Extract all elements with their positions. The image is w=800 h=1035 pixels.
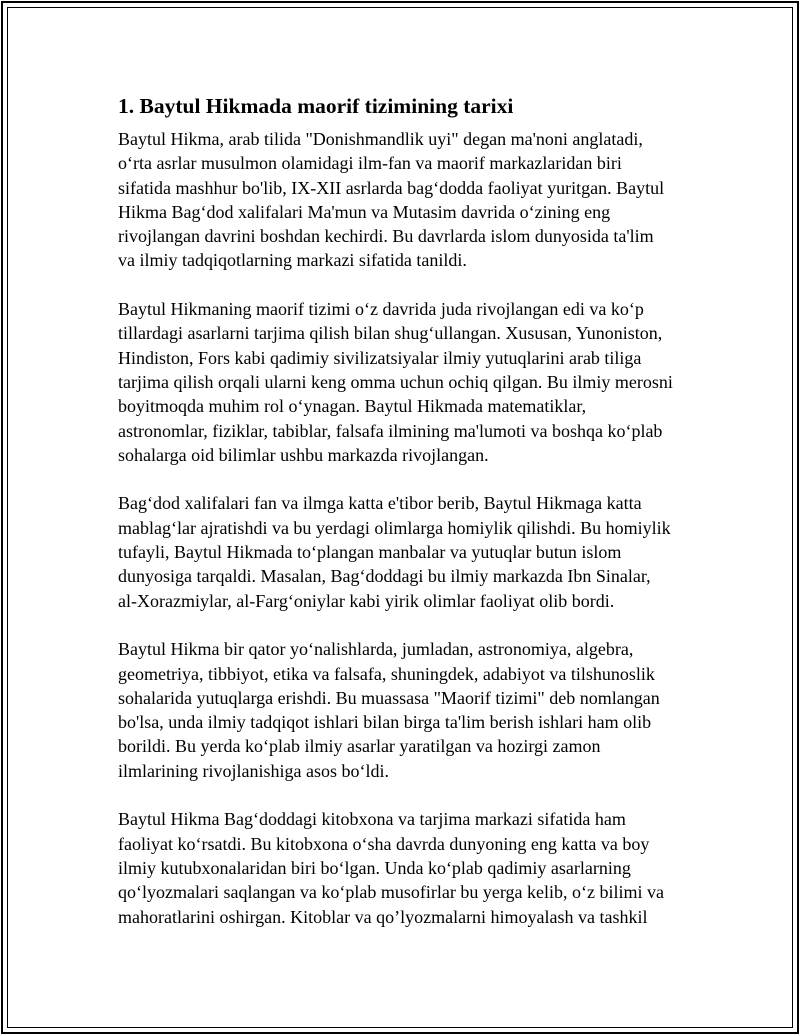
text-line: al-Xorazmiylar, al-Farg‘oniylar kabi yirik olimlar faoliyat olib bordi. xyxy=(118,590,615,611)
text-line: Bag‘dod xalifalari fan va ilmga katta e'tibor berib, Baytul Hikmaga katta xyxy=(118,493,642,514)
text-line: rivojlangan davrini boshdan kechirdi. Bu davrlarda islom dunyosida ta'lim xyxy=(118,226,654,247)
text-line: Baytul Hikma Bag‘doddagi kitobxona va tarjima markazi sifatida ham xyxy=(118,809,626,830)
document-body xyxy=(118,92,698,953)
text-line: mablag‘lar ajratishdi va bu yerdagi olimlarga homiylik qilishdi. Bu homiylik xyxy=(118,517,671,538)
text-line: Baytul Hikmaning maorif tizimi o‘z davrida juda rivojlangan edi va ko‘p xyxy=(118,299,644,320)
paragraph-1 xyxy=(118,127,698,273)
text-line: mahoratlarini oshirgan. Kitoblar va qo’lyozmalarni himoyalash va tashkil xyxy=(118,906,648,927)
text-line: Baytul Hikma bir qator yo‘nalishlarda, jumladan, astronomiya, algebra, xyxy=(118,639,634,660)
text-line: borildi. Bu yerda ko‘plab ilmiy asarlar yaratilgan va hozirgi zamon xyxy=(118,736,601,757)
text-line: tillardagi asarlarni tarjima qilish bilan shug‘ullangan. Xususan, Yunoniston, xyxy=(118,323,663,344)
text-line: Hikma Bag‘dod xalifalari Ma'mun va Mutasim davrida o‘zining eng xyxy=(118,201,611,222)
text-line: astronomlar, fiziklar, tabiblar, falsafa ilmining ma'lumoti va boshqa ko‘plab xyxy=(118,420,663,441)
text-line: tarjima qilish orqali ularni keng omma uchun ochiq qilgan. Bu ilmiy merosni xyxy=(118,371,673,392)
paragraph-4 xyxy=(118,637,698,783)
text-line: ilmiy kutubxonalaridan biri bo‘lgan. Unda ko‘plab qadimiy asarlarning xyxy=(118,857,631,878)
text-line: Baytul Hikma, arab tilida "Donishmandlik uyi" degan ma'noni anglatadi, xyxy=(118,129,643,149)
paragraph-5 xyxy=(118,807,698,928)
text-line: bo'lsa, unda ilmiy tadqiqot ishlari bilan birga ta'lim berish ishlari ham olib xyxy=(118,712,652,733)
text-line: sohalarga oid bilimlar ushbu markazda rivojlangan. xyxy=(118,444,489,465)
text-line: sifatida mashhur bo'lib, IX-XII asrlarda bag‘dodda faoliyat yuritgan. Baytul xyxy=(118,177,665,198)
text-line: Hindiston, Fors kabi qadimiy sivilizatsiyalar ilmiy yutuqlarini arab tiliga xyxy=(118,347,642,368)
paragraph-3 xyxy=(118,491,698,612)
text-line: va ilmiy tadqiqotlarning markazi sifatida tanildi. xyxy=(118,250,467,271)
text-line: boyitmoqda muhim rol o‘ynagan. Baytul Hikmada matematiklar, xyxy=(118,396,587,417)
text-line: sohalarida yutuqlarga erishdi. Bu muassasa "Maorif tizimi" deb nomlangan xyxy=(118,687,660,708)
text-line: ilmlarining rivojlanishiga asos bo‘ldi. xyxy=(118,760,389,781)
section-heading: 1. Baytul Hikmada maorif tizimining tarixi xyxy=(118,94,514,118)
text-line: dunyosiga tarqaldi. Masalan, Bag‘doddagi bu ilmiy markazda Ibn Sinalar, xyxy=(118,566,651,587)
paragraph-2 xyxy=(118,297,698,467)
text-line: faoliyat ko‘rsatdi. Bu kitobxona o‘sha davrda dunyoning eng katta va boy xyxy=(118,833,650,854)
text-line: tufayli, Baytul Hikmada to‘plangan manbalar va yutuqlar butun islom xyxy=(118,542,622,563)
text-line: qo‘lyozmalari saqlangan va ko‘plab musofirlar bu yerga kelib, o‘z bilimi va xyxy=(118,882,665,903)
text-line: o‘rta asrlar musulmon olamidagi ilm-fan va maorif markazlaridan biri xyxy=(118,153,622,174)
text-line: geometriya, tibbiyot, etika va falsafa, shuningdek, adabiyot va tilshunoslik xyxy=(118,663,655,684)
